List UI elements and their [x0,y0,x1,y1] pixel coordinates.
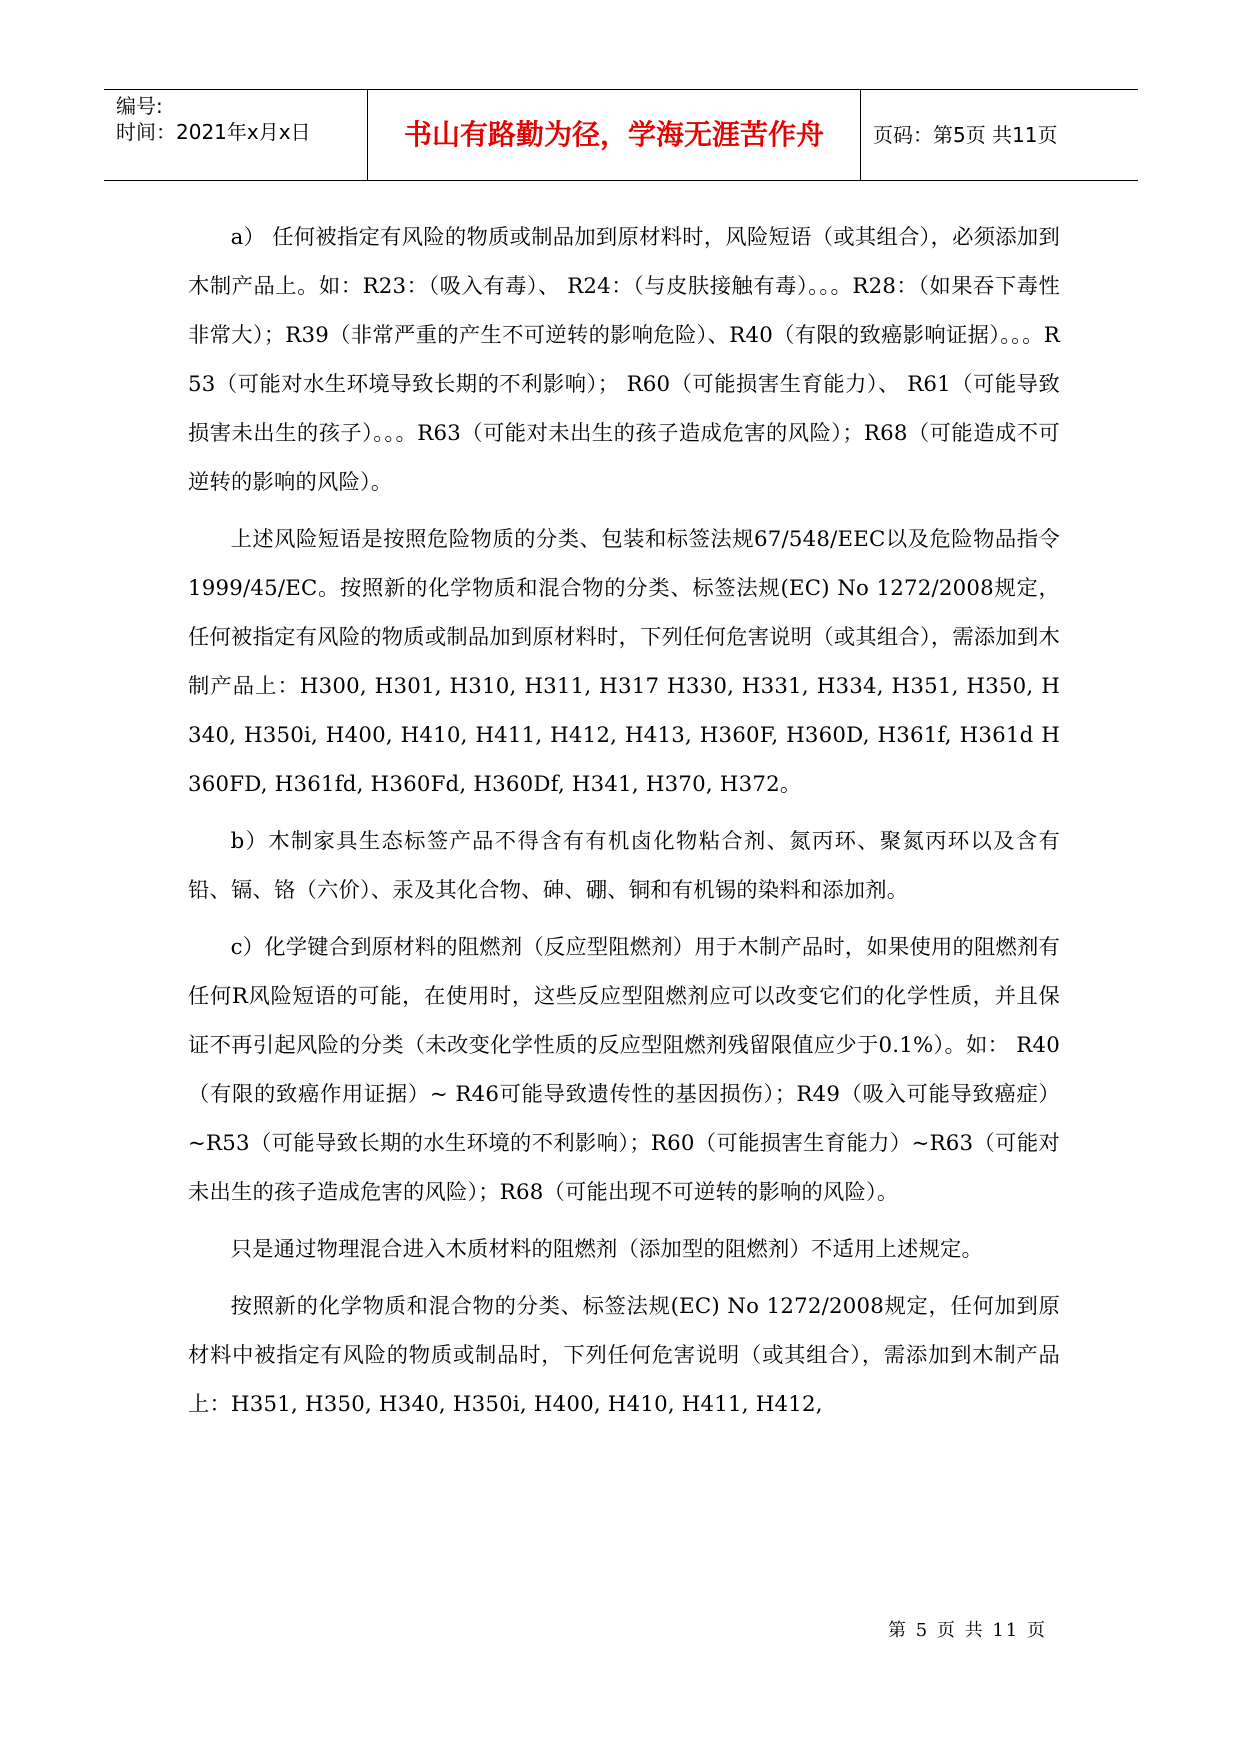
paragraph-regulation-hazard-statements: 上述风险短语是按照危险物质的分类、包装和标签法规67/548/EEC以及危险物品指令1999/45/EC。按照新的化学物质和混合物的分类、标签法规(EC) No 1272/2008规定，任何被指定有风险的物质或制品加到原材料时，下列任何危害说明（或其组合），需添加到木制产品上：H300, H301, H310, H311, H317 H330, H331, H334, H351, H350, H340, H350i, H400, H410, H411, H412, H413, H360F, H360D, H361f, H361d H360FD, H361fd, H360Fd, H360Df, H341, H370, H372。 [188,527,1060,797]
header-motto-cell [368,90,861,180]
document-body [188,213,1060,1437]
header-motto: 书山有路勤为径，学海无涯苦作舟 [403,118,824,151]
paragraph-b-prohibited-additives: b）木制家具生态标签产品不得含有有机卤化物粘合剂、氮丙环、聚氮丙环以及含有铅、镉、铬（六价）、汞及其化合物、砷、硼、铜和有机锡的染料和添加剂。 [188,829,1060,903]
paragraph-additive-flame-retardants: 只是通过物理混合进入木质材料的阻燃剂（添加型的阻燃剂）不适用上述规定。 [230,1237,983,1262]
paragraph-a-risk-phrases: a） 任何被指定有风险的物质或制品加到原材料时，风险短语（或其组合），必须添加到木制产品上。如：R23：（吸入有毒）、 R24：（与皮肤接触有毒）。。。R28：（如果吞下毒性非常大）；R39（非常严重的产生不可逆转的影响危险）、R40（有限的致癌影响证据）。。。R53（可能对水生环境导致长期的不利影响）； R60（可能损害生育能力）、 R61（可能导致损害未出生的孩子）。。。R63（可能对未出生的孩子造成危害的风险）；R68（可能造成不可逆转的影响的风险）。 [188,225,1060,495]
page-header [104,89,1138,181]
document-time-label: 时间：2021年x月x日 [116,120,311,144]
paragraph-c-flame-retardants: c）化学键合到原材料的阻燃剂（反应型阻燃剂）用于木制产品时，如果使用的阻燃剂有任何R风险短语的可能，在使用时，这些反应型阻燃剂应可以改变它们的化学性质，并且保证不再引起风险的分类（未改变化学性质的反应型阻燃剂残留限值应少于0.1%）。如： R40（有限的致癌作用证据）~ R46可能导致遗传性的基因损伤）；R49（吸入可能导致癌症）~R53（可能导致长期的水生环境的不利影响）；R60（可能损害生育能力）~R63（可能对未出生的孩子造成危害的风险）；R68（可能出现不可逆转的影响的风险）。 [188,935,1060,1205]
paragraph-hazard-statements-continued: 按照新的化学物质和混合物的分类、标签法规(EC) No 1272/2008规定，任何加到原材料中被指定有风险的物质或制品时，下列任何危害说明（或其组合），需添加到木制产品上：H351, H350, H340, H350i, H400, H410, H411, H412, [188,1294,1060,1417]
header-info-cell [104,90,368,180]
header-page-number: 页码：第5页 共11页 [873,123,1058,147]
page-footer-number: 第 5 页 共 11 页 [888,1620,1047,1641]
header-page-cell [861,90,1138,180]
document-number-label: 编号: [116,94,163,118]
